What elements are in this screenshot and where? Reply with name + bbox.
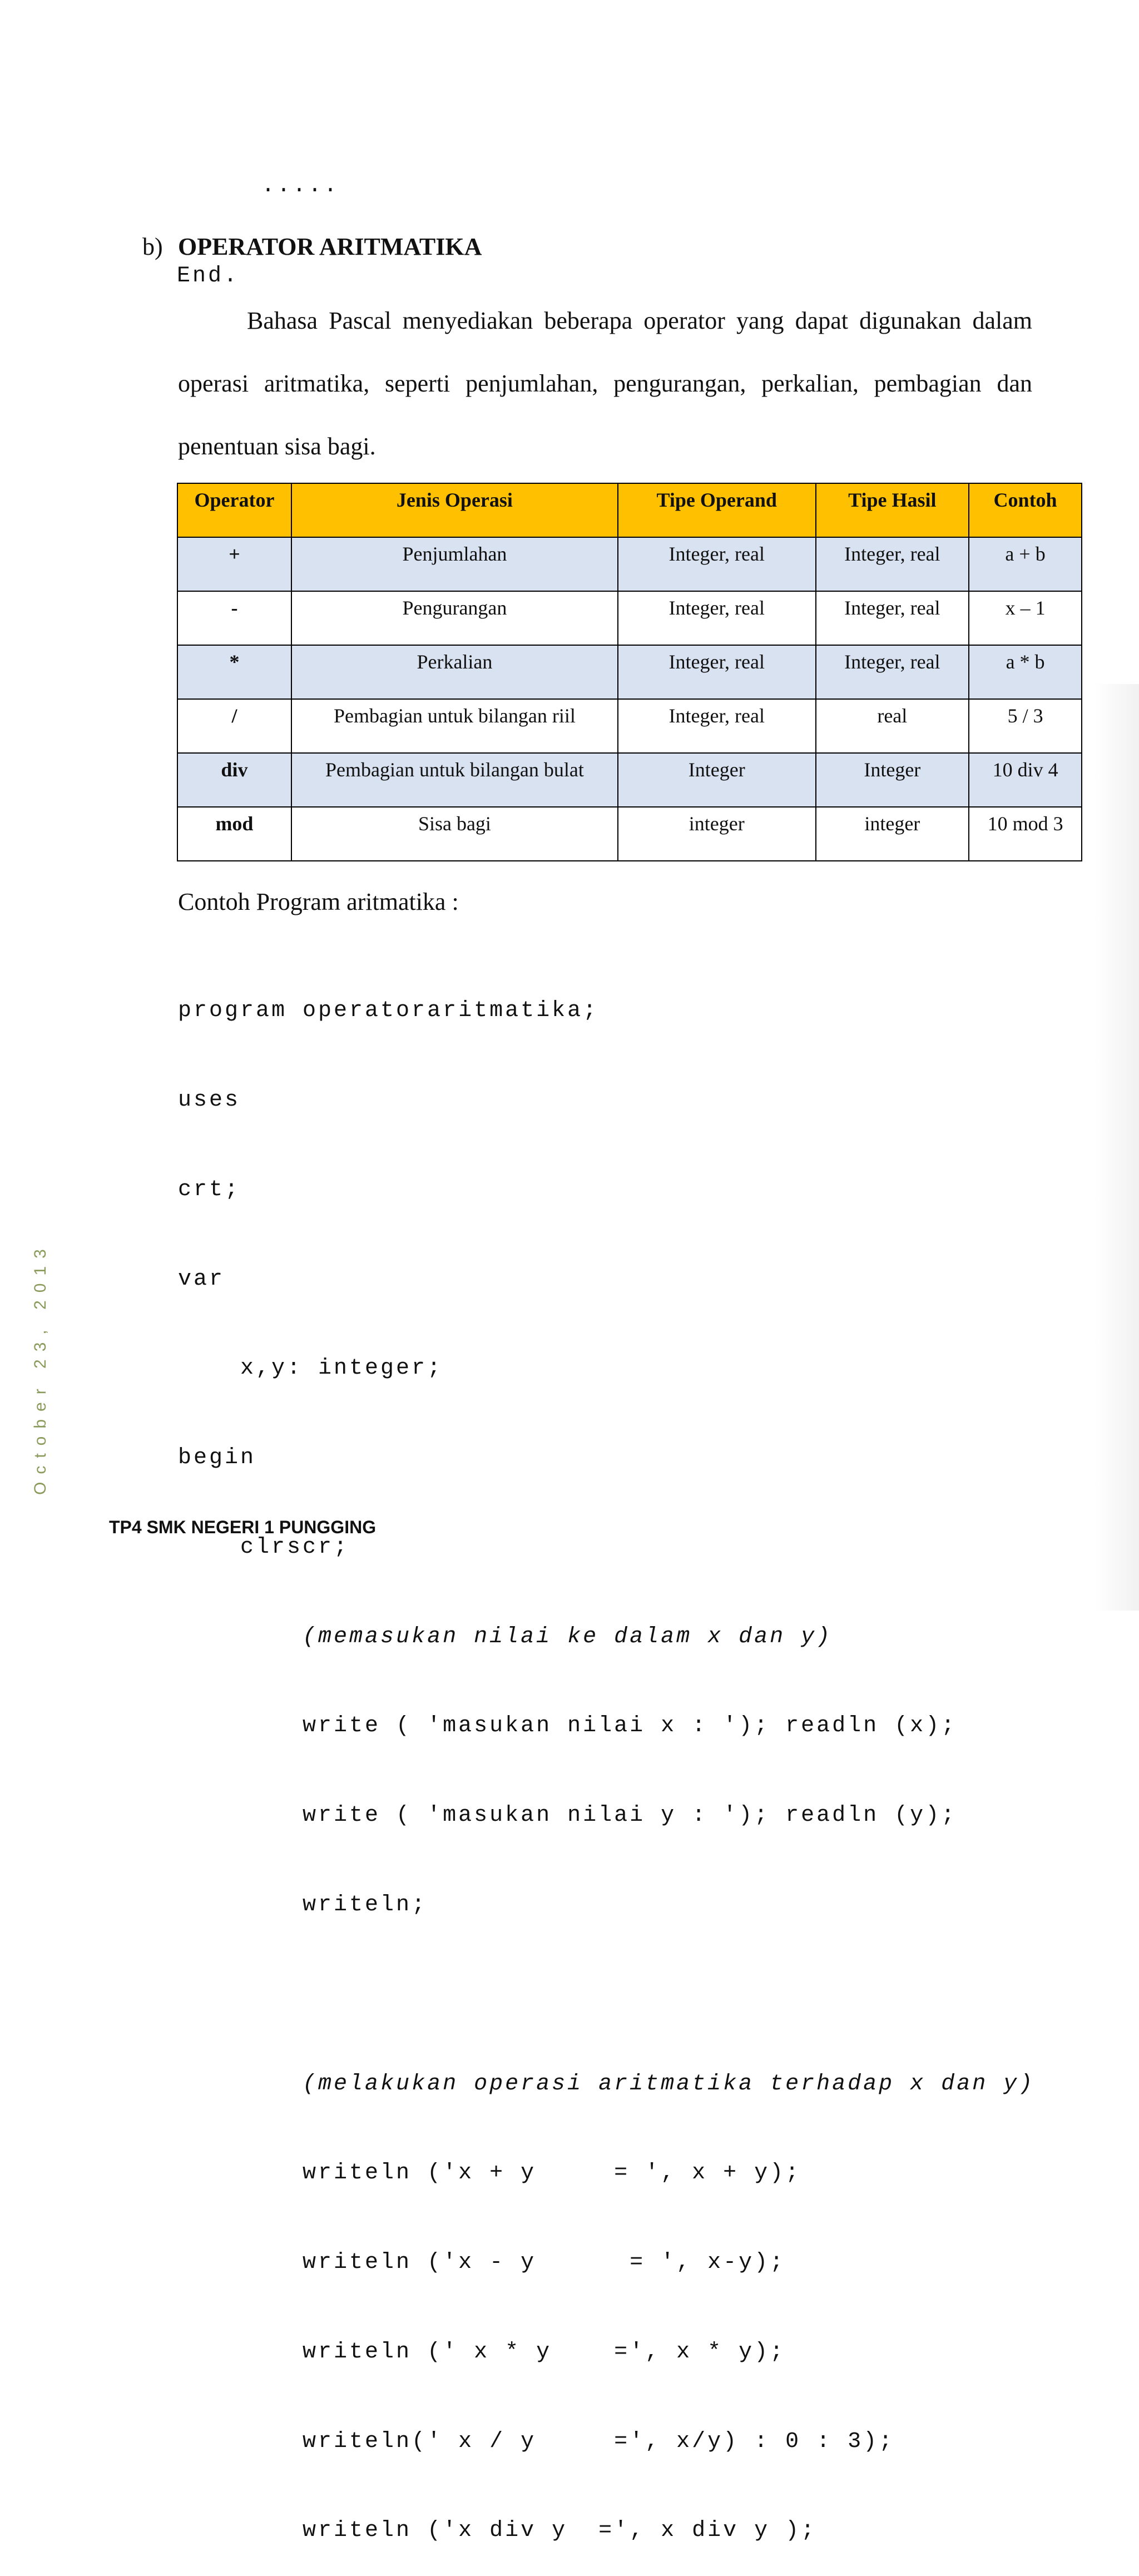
header-jenis-operasi: Jenis Operasi bbox=[291, 483, 618, 537]
cell-operand: Integer, real bbox=[618, 591, 816, 645]
code-line: write ( 'masukan nilai y : '); readln (y); bbox=[178, 1803, 957, 1829]
header-tipe-operand: Tipe Operand bbox=[618, 483, 816, 537]
code-comment: (melakukan operasi aritmatika terhadap x dan y) bbox=[178, 2071, 1035, 2097]
table-row bbox=[177, 807, 1082, 861]
cell-jenis: Pengurangan bbox=[291, 591, 618, 645]
code-line: uses bbox=[178, 1087, 241, 1113]
table-header-row bbox=[177, 483, 1082, 537]
table-row bbox=[177, 753, 1082, 807]
table-row bbox=[177, 645, 1082, 699]
cell-contoh: 5 / 3 bbox=[969, 699, 1082, 753]
code-blank-line bbox=[178, 1980, 1034, 2010]
code-line: writeln(' x / y =', x/y) : 0 : 3); bbox=[178, 2429, 895, 2454]
code-line: program operatoraritmatika; bbox=[178, 998, 599, 1024]
cell-contoh: x – 1 bbox=[969, 591, 1082, 645]
cell-hasil: Integer bbox=[816, 753, 969, 807]
cell-contoh: 10 mod 3 bbox=[969, 807, 1082, 861]
section-title: OPERATOR ARITMATIKA bbox=[178, 233, 482, 260]
code-line: write ( 'masukan nilai x : '); readln (x); bbox=[178, 1713, 957, 1739]
section-marker: b) bbox=[142, 233, 163, 260]
cell-operator: / bbox=[177, 699, 291, 753]
code-line: writeln ('x - y = ', x-y); bbox=[178, 2250, 786, 2276]
code-line: writeln (' x * y =', x * y); bbox=[178, 2339, 786, 2365]
cell-jenis: Perkalian bbox=[291, 645, 618, 699]
footer-text: TP4 SMK NEGERI 1 PUNGGING bbox=[109, 1517, 377, 1537]
code-line: End. bbox=[177, 264, 240, 289]
cell-hasil: real bbox=[816, 699, 969, 753]
cell-operator: - bbox=[177, 591, 291, 645]
header-contoh: Contoh bbox=[969, 483, 1082, 537]
code-line: writeln; bbox=[178, 1893, 428, 1918]
code-line: crt; bbox=[178, 1177, 241, 1202]
cell-operand: Integer, real bbox=[618, 699, 816, 753]
operator-table bbox=[177, 483, 1082, 861]
cell-contoh: 10 div 4 bbox=[969, 753, 1082, 807]
section-heading bbox=[142, 232, 482, 261]
cell-hasil: integer bbox=[816, 807, 969, 861]
cell-jenis: Pembagian untuk bilangan riil bbox=[291, 699, 618, 753]
cell-operand: integer bbox=[618, 807, 816, 861]
code-line: writeln ('x + y = ', x + y); bbox=[178, 2161, 801, 2186]
header-operator: Operator bbox=[177, 483, 291, 537]
code-line: var bbox=[178, 1266, 225, 1292]
code-block bbox=[178, 937, 1034, 2576]
cell-contoh: a * b bbox=[969, 645, 1082, 699]
cell-operand: Integer bbox=[618, 753, 816, 807]
intro-paragraph: Bahasa Pascal menyediakan beberapa operator yang dapat digunakan dalam operasi aritmatika, seperti penjumlahan, pengurangan, perkalian, pembagian dan penentuan sisa bagi. bbox=[178, 307, 1032, 460]
page-edge-shadow bbox=[1095, 684, 1139, 1611]
cell-jenis: Pembagian untuk bilangan bulat bbox=[291, 753, 618, 807]
example-title: Contoh Program aritmatika : bbox=[178, 888, 459, 915]
cell-jenis: Penjumlahan bbox=[291, 537, 618, 591]
code-line: clrscr; bbox=[178, 1534, 350, 1560]
table-row bbox=[177, 591, 1082, 645]
code-line: x,y: integer; bbox=[178, 1356, 443, 1381]
code-comment: (memasukan nilai ke dalam x dan y) bbox=[178, 1624, 833, 1649]
cell-operand: Integer, real bbox=[618, 537, 816, 591]
cell-operator: mod bbox=[177, 807, 291, 861]
table-row bbox=[177, 537, 1082, 591]
code-line: ..... bbox=[261, 174, 340, 199]
cell-operand: Integer, real bbox=[618, 645, 816, 699]
code-line: begin bbox=[178, 1445, 256, 1471]
cell-operator: div bbox=[177, 753, 291, 807]
table-row bbox=[177, 699, 1082, 753]
cell-hasil: Integer, real bbox=[816, 537, 969, 591]
cell-hasil: Integer, real bbox=[816, 645, 969, 699]
cell-contoh: a + b bbox=[969, 537, 1082, 591]
code-line: writeln ('x div y =', x div y ); bbox=[178, 2518, 817, 2544]
cell-operator: * bbox=[177, 645, 291, 699]
cell-hasil: Integer, real bbox=[816, 591, 969, 645]
cell-operator: + bbox=[177, 537, 291, 591]
side-date: October 23, 2013 bbox=[31, 1241, 49, 1495]
header-tipe-hasil: Tipe Hasil bbox=[816, 483, 969, 537]
cell-jenis: Sisa bagi bbox=[291, 807, 618, 861]
